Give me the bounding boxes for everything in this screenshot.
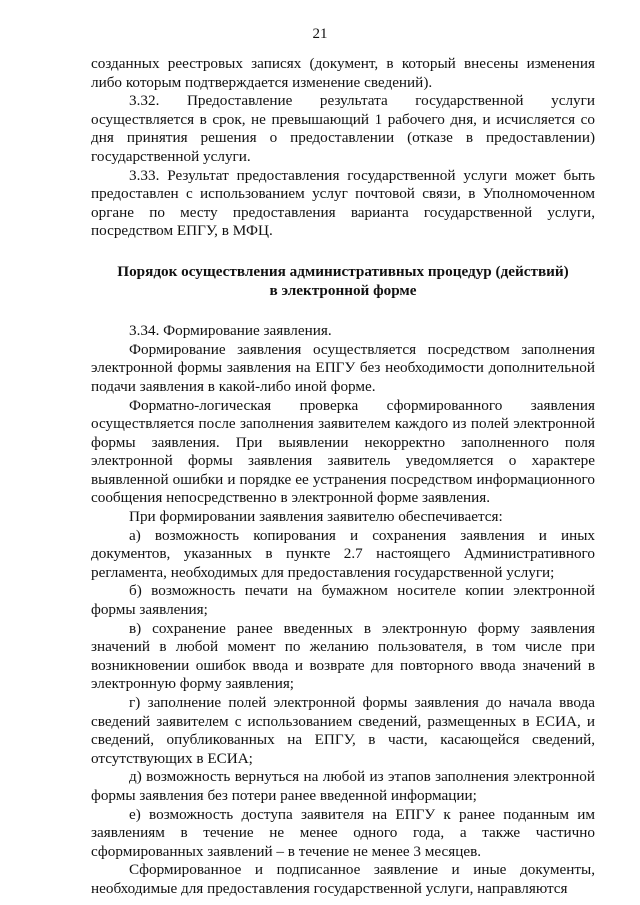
page-number: 21	[312, 26, 328, 42]
paragraph-3-32: 3.32. Предоставление результата государственной услуги осуществляется в срок, не превышающий 1 рабочего дня, и исчисляется со дня принятия решения о предоставлении (отказе в предоставлении) государственной услуги.	[91, 92, 595, 165]
paragraph-3-33: 3.33. Результат предоставления государственной услуги может быть предоставлен с использованием услуг почтовой связи, в Уполномоченном органе по месту предоставления варианта государственной услуги, посредством ЕПГУ, в МФЦ.	[91, 166, 595, 240]
section-heading-line-1: Порядок осуществления административных процедур (действий)	[117, 262, 569, 280]
paragraph-provided-features: При формировании заявления заявителю обеспечивается:	[129, 508, 503, 526]
heading-spacer	[91, 300, 595, 322]
paragraph-forming-application: Формирование заявления осуществляется посредством заполнения электронной формы заявления на ЕПГУ без необходимости дополнительной подачи заявления в какой-либо иной форме.	[91, 340, 595, 395]
document-body	[91, 55, 595, 899]
list-item-a: а) возможность копирования и сохранения заявления и иных документов, указанных в пункте 2.7 настоящего Административного регламента, необходимых для предоставления государственной услуги;	[91, 526, 595, 581]
section-heading	[91, 263, 595, 300]
list-item-e: е) возможность доступа заявителя на ЕПГУ к ранее поданным им заявлениям в течение не менее одного года, а также частично сформированных заявлений – в течение не менее 3 месяцев.	[91, 805, 595, 860]
list-item-b: б) возможность печати на бумажном носителе копии электронной формы заявления;	[91, 582, 595, 619]
list-item-g: г) заполнение полей электронной формы заявления до начала ввода сведений заявителем с использованием сведений, размещенных в ЕСИА, и сведений, опубликованных на ЕПГУ, в части, касающейся сведений, отсутствующих в ЕСИА;	[91, 694, 595, 767]
paragraph-submitted-documents: Сформированное и подписанное заявление и иные документы, необходимые для предоставления государственной услуги, направляются	[91, 861, 595, 897]
paragraph-format-check: Форматно-логическая проверка сформированного заявления осуществляется после заполнения заявителем каждого из полей электронной формы заявления. При выявлении некорректно заполненного поля электронной формы заявления заявитель уведомляется о характере выявленной ошибки и порядке ее устранения посредством информационного сообщения непосредственно в электронной форме заявления.	[91, 396, 595, 507]
list-item-d: д) возможность вернуться на любой из этапов заполнения электронной формы заявления без потери ранее введенной информации;	[91, 768, 595, 804]
paragraph-3-34: 3.34. Формирование заявления.	[129, 322, 332, 340]
paragraph-continuation: созданных реестровых записях (документ, в который внесены изменения либо которым подтверждается изменение сведений).	[91, 55, 595, 91]
section-heading-line-2: в электронной форме	[269, 281, 417, 299]
list-item-v: в) сохранение ранее введенных в электронную форму заявления значений в любой момент по желанию пользователя, в том числе при возникновении ошибок ввода и возврате для повторного ввода значений в электронную форму заявления;	[91, 619, 595, 693]
